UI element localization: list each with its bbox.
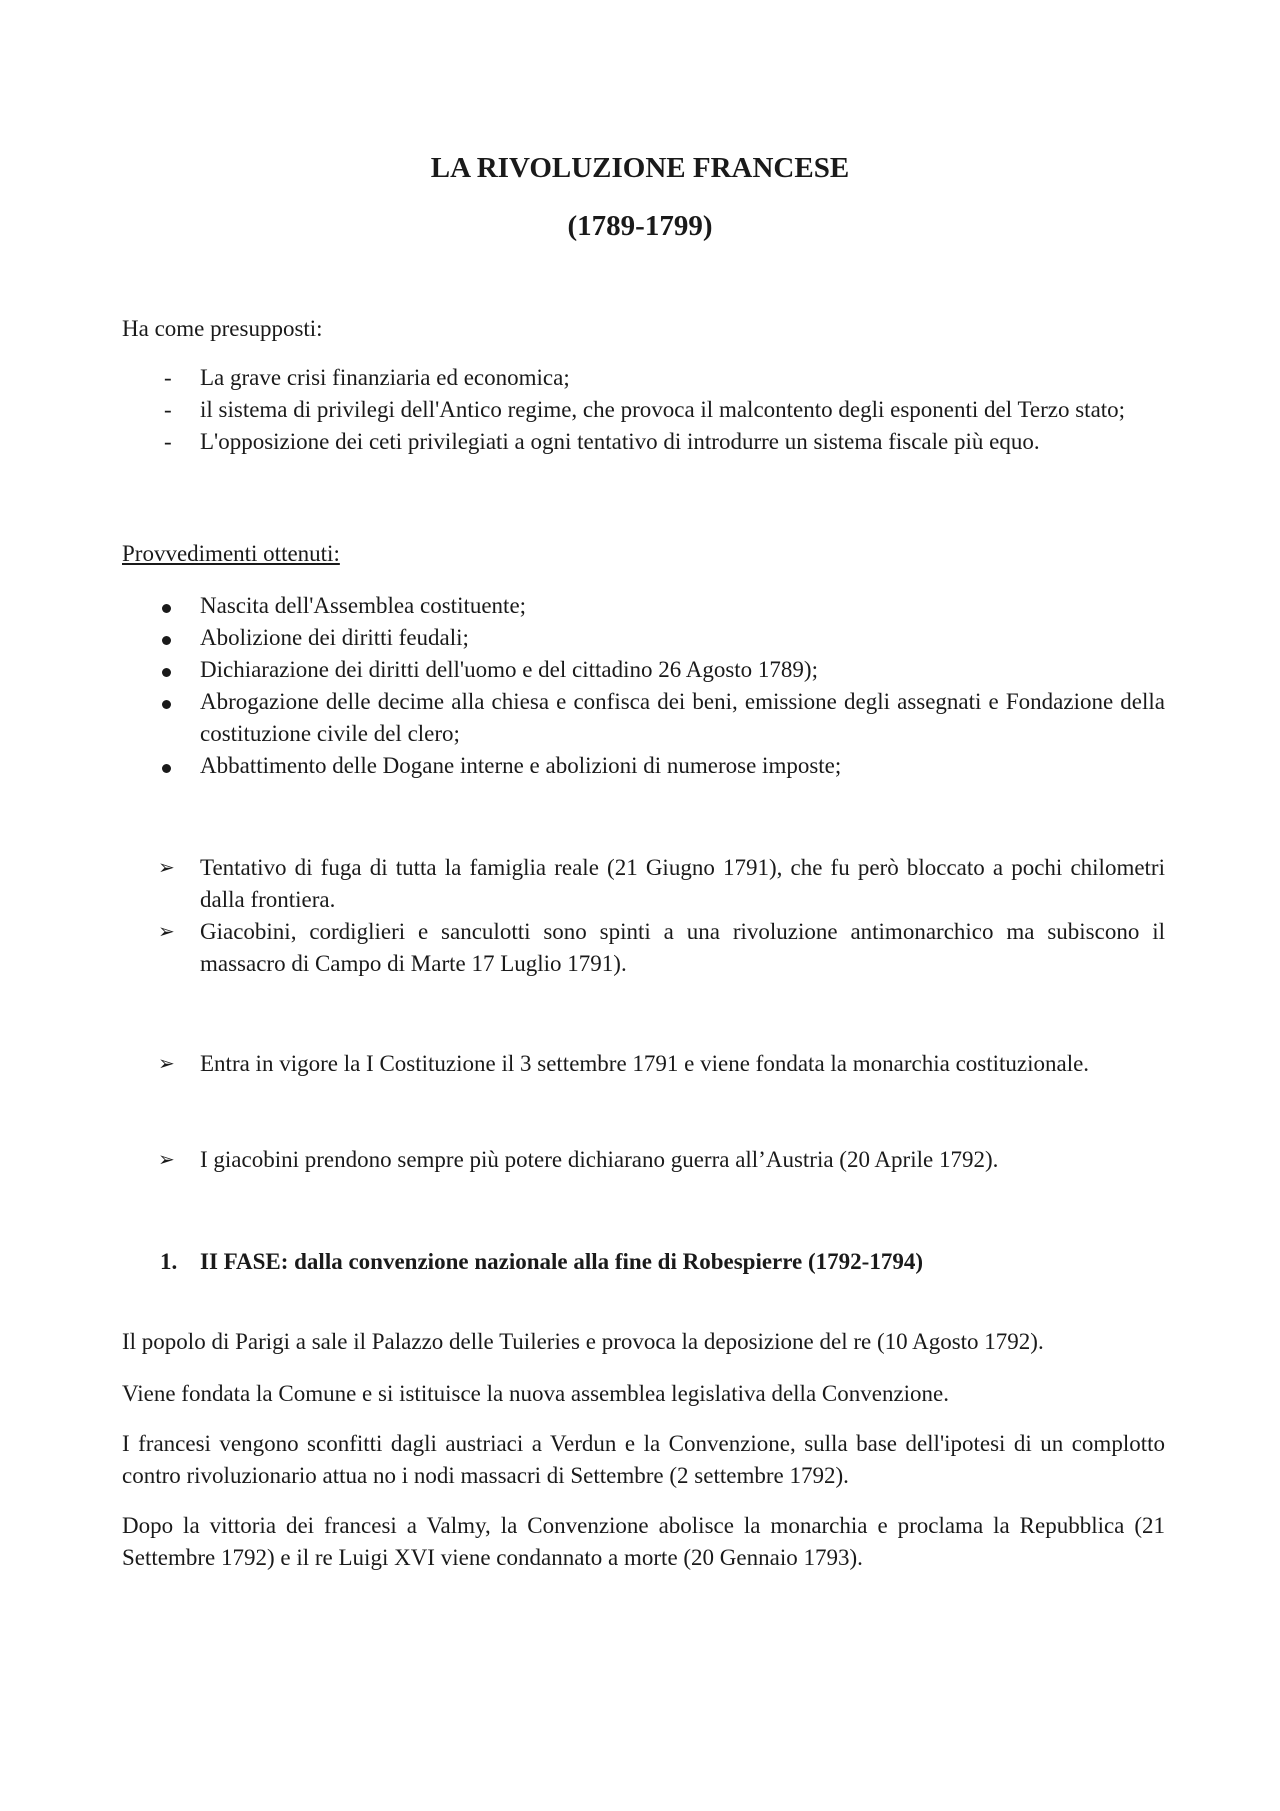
list-item — [122, 1144, 1165, 1176]
list-item-text: Tentativo di fuga di tutta la famiglia reale (21 Giugno 1791), che fu però bloccato a pochi chilometri dalla frontiera. — [200, 855, 1165, 912]
dash-marker: - — [164, 397, 172, 422]
bullet-marker — [162, 700, 171, 709]
list-item-text: Nascita dell'Assemblea costituente; — [200, 593, 527, 618]
list-item-text: I giacobini prendono sempre più potere dichiarano guerra all’Austria (20 Aprile 1792). — [200, 1147, 999, 1172]
dash-marker: - — [164, 429, 172, 454]
list-item-text: La grave crisi finanziaria ed economica; — [200, 365, 570, 390]
arrow-marker-icon: ➢ — [158, 921, 175, 943]
list-item — [122, 590, 1165, 622]
document-title: LA RIVOLUZIONE FRANCESE — [430, 152, 850, 184]
measures-heading: Provvedimenti ottenuti: — [122, 541, 340, 566]
list-item — [122, 426, 1165, 458]
document-subtitle: (1789-1799) — [567, 210, 713, 242]
list-item — [122, 750, 1165, 782]
list-item — [122, 622, 1165, 654]
section-heading — [160, 1246, 1160, 1278]
bullet-marker — [162, 636, 171, 645]
list-item-text: il sistema di privilegi dell'Antico regime, che provoca il malcontento degli esponenti del Terzo stato; — [200, 397, 1126, 422]
list-item — [122, 654, 1165, 686]
list-item — [122, 394, 1165, 426]
list-item — [122, 916, 1165, 980]
events-list-3 — [122, 1144, 1165, 1176]
measures-list — [122, 590, 1165, 782]
bullet-marker — [162, 764, 171, 773]
list-item-text: Giacobini, cordiglieri e sanculotti sono spinti a una rivoluzione antimonarchico ma subiscono il massacro di Campo di Marte 17 Luglio 1791). — [200, 919, 1165, 976]
premises-intro: Ha come presupposti: — [122, 316, 323, 341]
section-number: 1. — [160, 1249, 178, 1274]
paragraph: I francesi vengono sconfitti dagli austriaci a Verdun e la Convenzione, sulla base dell'ipotesi di un complotto contro rivoluzionario attua no i nodi massacri di Settembre (2 settembre 1792). — [122, 1431, 1165, 1488]
list-item — [122, 686, 1165, 750]
arrow-marker-icon: ➢ — [158, 1053, 175, 1075]
list-item-text: Abbattimento delle Dogane interne e abolizioni di numerose imposte; — [200, 753, 842, 778]
paragraph: Il popolo di Parigi a sale il Palazzo delle Tuileries e provoca la deposizione del re (10 Agosto 1792). — [122, 1329, 1044, 1354]
list-item-text: Entra in vigore la I Costituzione il 3 settembre 1791 e viene fondata la monarchia costituzionale. — [200, 1051, 1090, 1076]
list-item-text: L'opposizione dei ceti privilegiati a ogni tentativo di introdurre un sistema fiscale più equo. — [200, 429, 1040, 454]
events-list-2 — [122, 1048, 1165, 1080]
bullet-marker — [162, 604, 171, 613]
arrow-marker-icon: ➢ — [158, 857, 175, 879]
arrow-marker-icon: ➢ — [158, 1149, 175, 1171]
premises-list — [122, 362, 1165, 458]
paragraph: Viene fondata la Comune e si istituisce la nuova assemblea legislativa della Convenzione. — [122, 1381, 950, 1406]
list-item-text: Abrogazione delle decime alla chiesa e confisca dei beni, emissione degli assegnati e Fondazione della costituzione civile del clero; — [200, 689, 1165, 746]
list-item — [122, 362, 1165, 394]
section-heading-text: II FASE: dalla convenzione nazionale alla fine di Robespierre (1792-1794) — [200, 1249, 923, 1274]
paragraph: Dopo la vittoria dei francesi a Valmy, la Convenzione abolisce la monarchia e proclama la Repubblica (21 Settembre 1792) e il re Luigi XVI viene condannato a morte (20 Gennaio 1793). — [122, 1513, 1165, 1570]
list-item — [122, 852, 1165, 916]
list-item-text: Dichiarazione dei diritti dell'uomo e del cittadino 26 Agosto 1789); — [200, 657, 818, 682]
list-item — [122, 1048, 1165, 1080]
dash-marker: - — [164, 365, 172, 390]
list-item-text: Abolizione dei diritti feudali; — [200, 625, 469, 650]
bullet-marker — [162, 668, 171, 677]
events-list-1 — [122, 852, 1165, 980]
